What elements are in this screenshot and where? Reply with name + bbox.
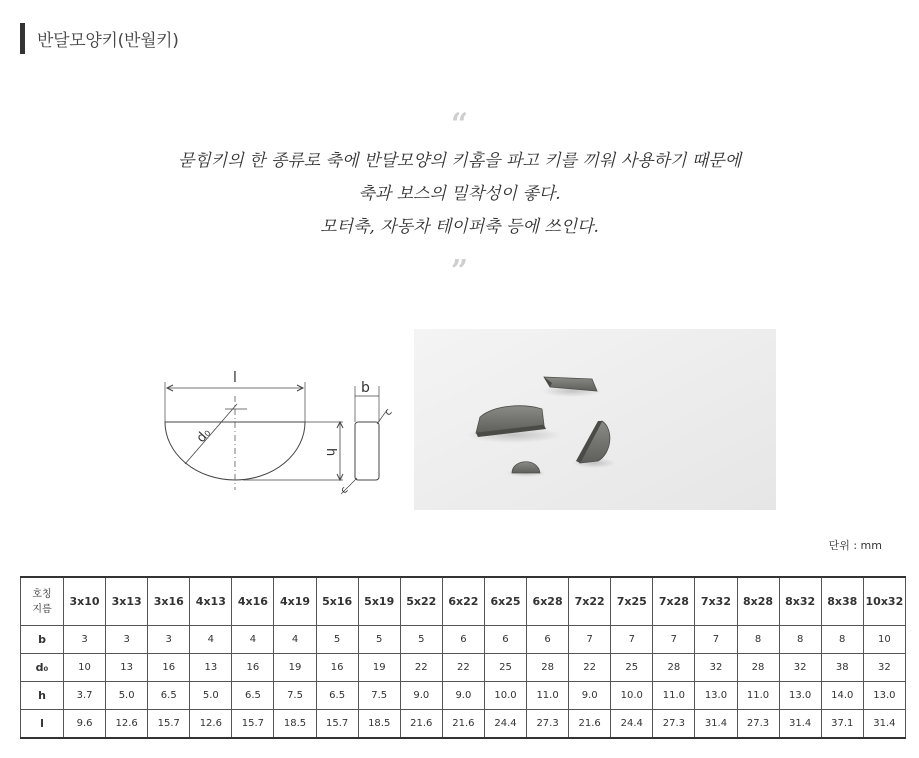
table-cell: 10 bbox=[64, 654, 106, 682]
column-header: 6x25 bbox=[484, 577, 526, 626]
table-cell: 6 bbox=[527, 626, 569, 654]
table-cell: 10 bbox=[863, 626, 905, 654]
table-cell: 21.6 bbox=[400, 710, 442, 739]
table-cell: 32 bbox=[695, 654, 737, 682]
column-header: 3x13 bbox=[106, 577, 148, 626]
table-cell: 6.5 bbox=[232, 682, 274, 710]
dim-label-l: l bbox=[233, 370, 237, 386]
table-cell: 5 bbox=[400, 626, 442, 654]
spec-table bbox=[20, 576, 906, 739]
table-row bbox=[21, 682, 906, 710]
table-cell: 8 bbox=[737, 626, 779, 654]
table-cell: 24.4 bbox=[484, 710, 526, 739]
table-cell: 28 bbox=[653, 654, 695, 682]
column-header: 8x32 bbox=[779, 577, 821, 626]
table-cell: 32 bbox=[863, 654, 905, 682]
table-cell: 13 bbox=[190, 654, 232, 682]
table-cell: 9.0 bbox=[569, 682, 611, 710]
table-cell: 5 bbox=[316, 626, 358, 654]
row-header: h bbox=[21, 682, 64, 710]
column-header: 7x25 bbox=[611, 577, 653, 626]
table-cell: 6.5 bbox=[316, 682, 358, 710]
table-cell: 7 bbox=[569, 626, 611, 654]
table-cell: 11.0 bbox=[653, 682, 695, 710]
table-cell: 31.4 bbox=[779, 710, 821, 739]
table-cell: 28 bbox=[737, 654, 779, 682]
table-cell: 12.6 bbox=[190, 710, 232, 739]
table-cell: 32 bbox=[779, 654, 821, 682]
open-quote-icon: “ bbox=[450, 107, 469, 142]
column-header: 5x19 bbox=[358, 577, 400, 626]
description-quote bbox=[0, 145, 919, 244]
table-cell: 7 bbox=[611, 626, 653, 654]
column-header: 10x32 bbox=[863, 577, 905, 626]
table-cell: 25 bbox=[611, 654, 653, 682]
dim-label-c-bottom: c bbox=[338, 484, 351, 497]
table-cell: 4 bbox=[274, 626, 316, 654]
table-cell: 11.0 bbox=[527, 682, 569, 710]
table-cell: 7.5 bbox=[358, 682, 400, 710]
table-cell: 3 bbox=[64, 626, 106, 654]
table-cell: 7 bbox=[653, 626, 695, 654]
table-cell: 7.5 bbox=[274, 682, 316, 710]
column-header: 7x22 bbox=[569, 577, 611, 626]
title-accent-bar bbox=[20, 23, 25, 54]
dim-label-c-top: c bbox=[382, 406, 395, 419]
column-header: 6x22 bbox=[442, 577, 484, 626]
table-cell: 16 bbox=[316, 654, 358, 682]
table-cell: 10.0 bbox=[484, 682, 526, 710]
table-cell: 21.6 bbox=[569, 710, 611, 739]
table-cell: 13.0 bbox=[863, 682, 905, 710]
dim-label-h: h bbox=[323, 448, 338, 457]
woodruff-key-photo bbox=[414, 329, 776, 510]
table-row bbox=[21, 626, 906, 654]
table-cell: 7 bbox=[695, 626, 737, 654]
table-cell: 9.6 bbox=[64, 710, 106, 739]
row-header: l bbox=[21, 710, 64, 739]
column-header: 3x10 bbox=[64, 577, 106, 626]
column-header: 4x16 bbox=[232, 577, 274, 626]
column-header: 4x19 bbox=[274, 577, 316, 626]
table-cell: 3 bbox=[148, 626, 190, 654]
table-cell: 22 bbox=[569, 654, 611, 682]
unit-label: 단위 : mm bbox=[828, 539, 882, 552]
table-cell: 19 bbox=[274, 654, 316, 682]
table-cell: 4 bbox=[232, 626, 274, 654]
table-row bbox=[21, 654, 906, 682]
table-cell: 38 bbox=[821, 654, 863, 682]
dim-label-b: b bbox=[361, 380, 370, 396]
table-cell: 27.3 bbox=[527, 710, 569, 739]
column-header: 6x28 bbox=[527, 577, 569, 626]
column-header: 8x28 bbox=[737, 577, 779, 626]
column-header: 5x22 bbox=[400, 577, 442, 626]
table-cell: 15.7 bbox=[232, 710, 274, 739]
table-cell: 5.0 bbox=[106, 682, 148, 710]
table-cell: 11.0 bbox=[737, 682, 779, 710]
table-cell: 6 bbox=[442, 626, 484, 654]
table-cell: 4 bbox=[190, 626, 232, 654]
table-cell: 8 bbox=[821, 626, 863, 654]
column-header: 8x38 bbox=[821, 577, 863, 626]
table-cell: 31.4 bbox=[863, 710, 905, 739]
table-cell: 13.0 bbox=[695, 682, 737, 710]
column-header: 4x13 bbox=[190, 577, 232, 626]
table-cell: 21.6 bbox=[442, 710, 484, 739]
table-cell: 13.0 bbox=[779, 682, 821, 710]
column-header: 3x16 bbox=[148, 577, 190, 626]
quote-line: 축과 보스의 밀착성이 좋다. bbox=[358, 184, 561, 204]
column-header: 5x16 bbox=[316, 577, 358, 626]
page-header bbox=[20, 23, 179, 54]
table-cell: 22 bbox=[442, 654, 484, 682]
table-header-row bbox=[21, 577, 906, 626]
table-row bbox=[21, 710, 906, 739]
table-cell: 37.1 bbox=[821, 710, 863, 739]
table-cell: 24.4 bbox=[611, 710, 653, 739]
woodruff-key-diagram bbox=[155, 360, 395, 505]
table-cell: 18.5 bbox=[358, 710, 400, 739]
table-cell: 8 bbox=[779, 626, 821, 654]
table-cell: 15.7 bbox=[148, 710, 190, 739]
quote-line: 모터축, 자동차 테이퍼축 등에 쓰인다. bbox=[320, 217, 599, 237]
table-cell: 3 bbox=[106, 626, 148, 654]
table-cell: 22 bbox=[400, 654, 442, 682]
table-cell: 15.7 bbox=[316, 710, 358, 739]
table-cell: 10.0 bbox=[611, 682, 653, 710]
table-cell: 31.4 bbox=[695, 710, 737, 739]
column-header: 7x28 bbox=[653, 577, 695, 626]
row-header: b bbox=[21, 626, 64, 654]
table-cell: 9.0 bbox=[400, 682, 442, 710]
table-cell: 27.3 bbox=[653, 710, 695, 739]
table-cell: 16 bbox=[232, 654, 274, 682]
table-cell: 14.0 bbox=[821, 682, 863, 710]
quote-line: 묻힘키의 한 종류로 축에 반달모양의 키홈을 파고 키를 끼워 사용하기 때문에 bbox=[177, 151, 742, 171]
table-cell: 9.0 bbox=[442, 682, 484, 710]
dim-label-d0: d₀ bbox=[193, 425, 214, 446]
table-cell: 25 bbox=[484, 654, 526, 682]
table-cell: 16 bbox=[148, 654, 190, 682]
column-header: 7x32 bbox=[695, 577, 737, 626]
corner-header bbox=[21, 577, 64, 626]
corner-label-line: 호칭 bbox=[32, 588, 52, 600]
table-cell: 12.6 bbox=[106, 710, 148, 739]
table-cell: 18.5 bbox=[274, 710, 316, 739]
row-header: d₀ bbox=[21, 654, 64, 682]
table-cell: 6.5 bbox=[148, 682, 190, 710]
corner-label-line: 지름 bbox=[32, 603, 52, 615]
table-cell: 5.0 bbox=[190, 682, 232, 710]
table-cell: 5 bbox=[358, 626, 400, 654]
page-title: 반달모양키(반월키) bbox=[37, 31, 179, 51]
close-quote-icon: ” bbox=[450, 254, 469, 289]
table-cell: 6 bbox=[484, 626, 526, 654]
table-cell: 28 bbox=[527, 654, 569, 682]
table-cell: 19 bbox=[358, 654, 400, 682]
table-cell: 3.7 bbox=[64, 682, 106, 710]
table-cell: 27.3 bbox=[737, 710, 779, 739]
table-cell: 13 bbox=[106, 654, 148, 682]
